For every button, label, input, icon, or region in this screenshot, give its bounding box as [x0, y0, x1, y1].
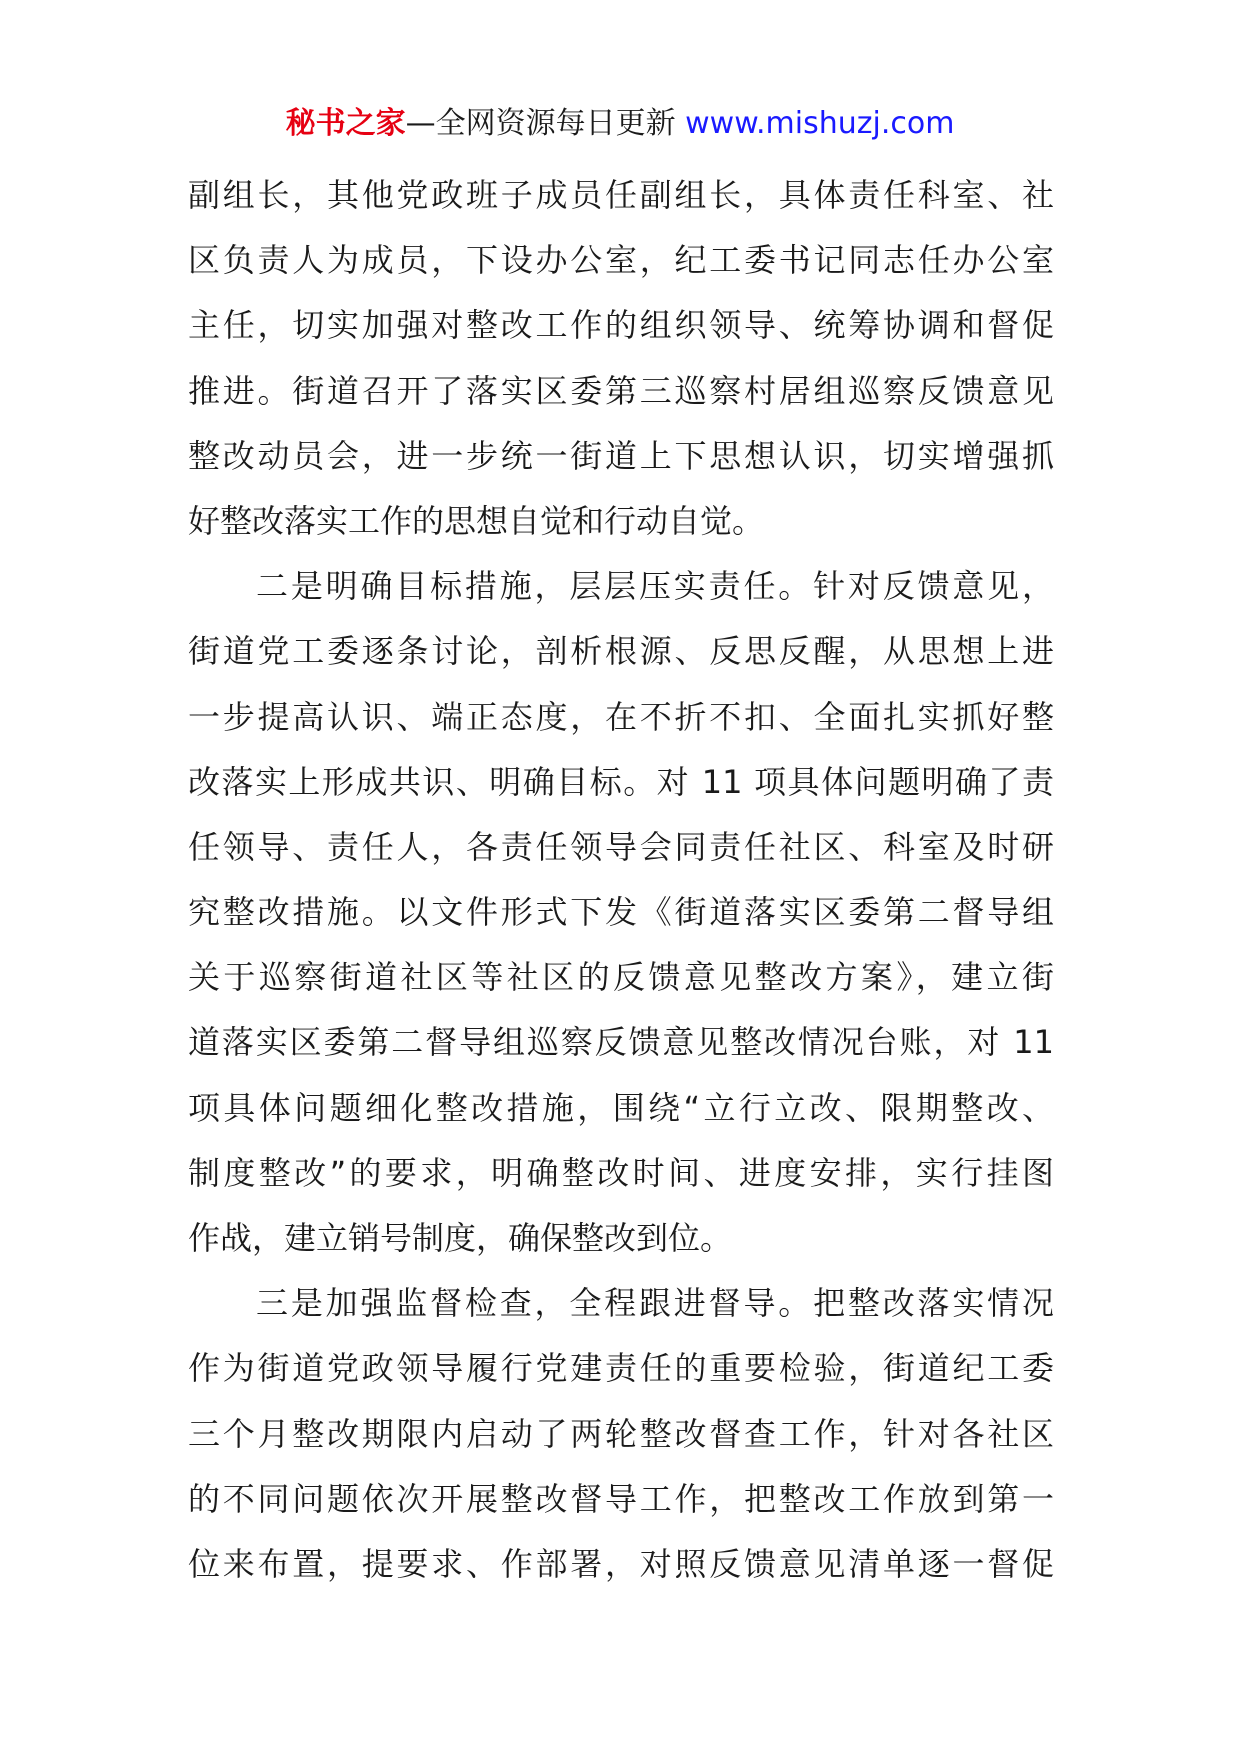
page-header [0, 100, 1240, 148]
text-line: 的不同问题依次开展整改督导工作，把整改工作放到第一 [188, 1479, 1054, 1518]
text-line: 推进。街道召开了落实区委第三巡察村居组巡察反馈意见 [188, 371, 1054, 410]
text-line: 一步提高认识、端正态度，在不折不扣、全面扎实抓好整 [188, 697, 1054, 736]
text-line: 三个月整改期限内启动了两轮整改督查工作，针对各社区 [188, 1414, 1054, 1453]
text-line: 区负责人为成员，下设办公室，纪工委书记同志任办公室 [188, 241, 1054, 280]
text-line: 作为街道党政领导履行党建责任的重要检验，街道纪工委 [188, 1349, 1054, 1388]
text-line: 副组长，其他党政班子成员任副组长，具体责任科室、社 [188, 176, 1054, 214]
text-line: 任领导、责任人，各责任领导会同责任社区、科室及时研 [188, 827, 1054, 866]
paragraph-start-line: 二是明确目标措施，层层压实责任。针对反馈意见， [256, 567, 1054, 606]
text-line: 项具体问题细化整改措施，围绕“立行立改、限期整改、 [188, 1088, 1054, 1127]
text-line: 究整改措施。以文件形式下发《街道落实区委第二督导组 [188, 893, 1054, 932]
text-line: 作战，建立销号制度，确保整改到位。 [188, 1219, 733, 1257]
text-line: 位来布置，提要求、作部署，对照反馈意见清单逐一督促 [188, 1544, 1054, 1583]
text-line: 改落实上形成共识、明确目标。对 11 项具体问题明确了责 [188, 762, 1054, 801]
text-line: 整改动员会，进一步统一街道上下思想认识，切实增强抓 [188, 436, 1054, 475]
document-body [188, 163, 1054, 1597]
paragraph-start-line: 三是加强监督检查，全程跟进督导。把整改落实情况 [256, 1284, 1054, 1323]
text-line: 关于巡察街道社区等社区的反馈意见整改方案》，建立街 [188, 958, 1054, 997]
text-line: 制度整改”的要求，明确整改时间、进度安排，实行挂图 [188, 1153, 1054, 1192]
site-url-link[interactable]: www.mishuzj.com [685, 106, 955, 141]
site-brand: 秘书之家 [285, 106, 406, 141]
text-line: 好整改落实工作的思想自觉和行动自觉。 [188, 501, 765, 540]
text-line: 主任，切实加强对整改工作的组织领导、统筹协调和督促 [188, 306, 1054, 345]
site-tagline: —全网资源每日更新 [405, 106, 676, 141]
text-line: 街道党工委逐条讨论，剖析根源、反思反醒，从思想上进 [188, 632, 1054, 671]
text-line: 道落实区委第二督导组巡察反馈意见整改情况台账，对 11 [188, 1023, 1054, 1062]
